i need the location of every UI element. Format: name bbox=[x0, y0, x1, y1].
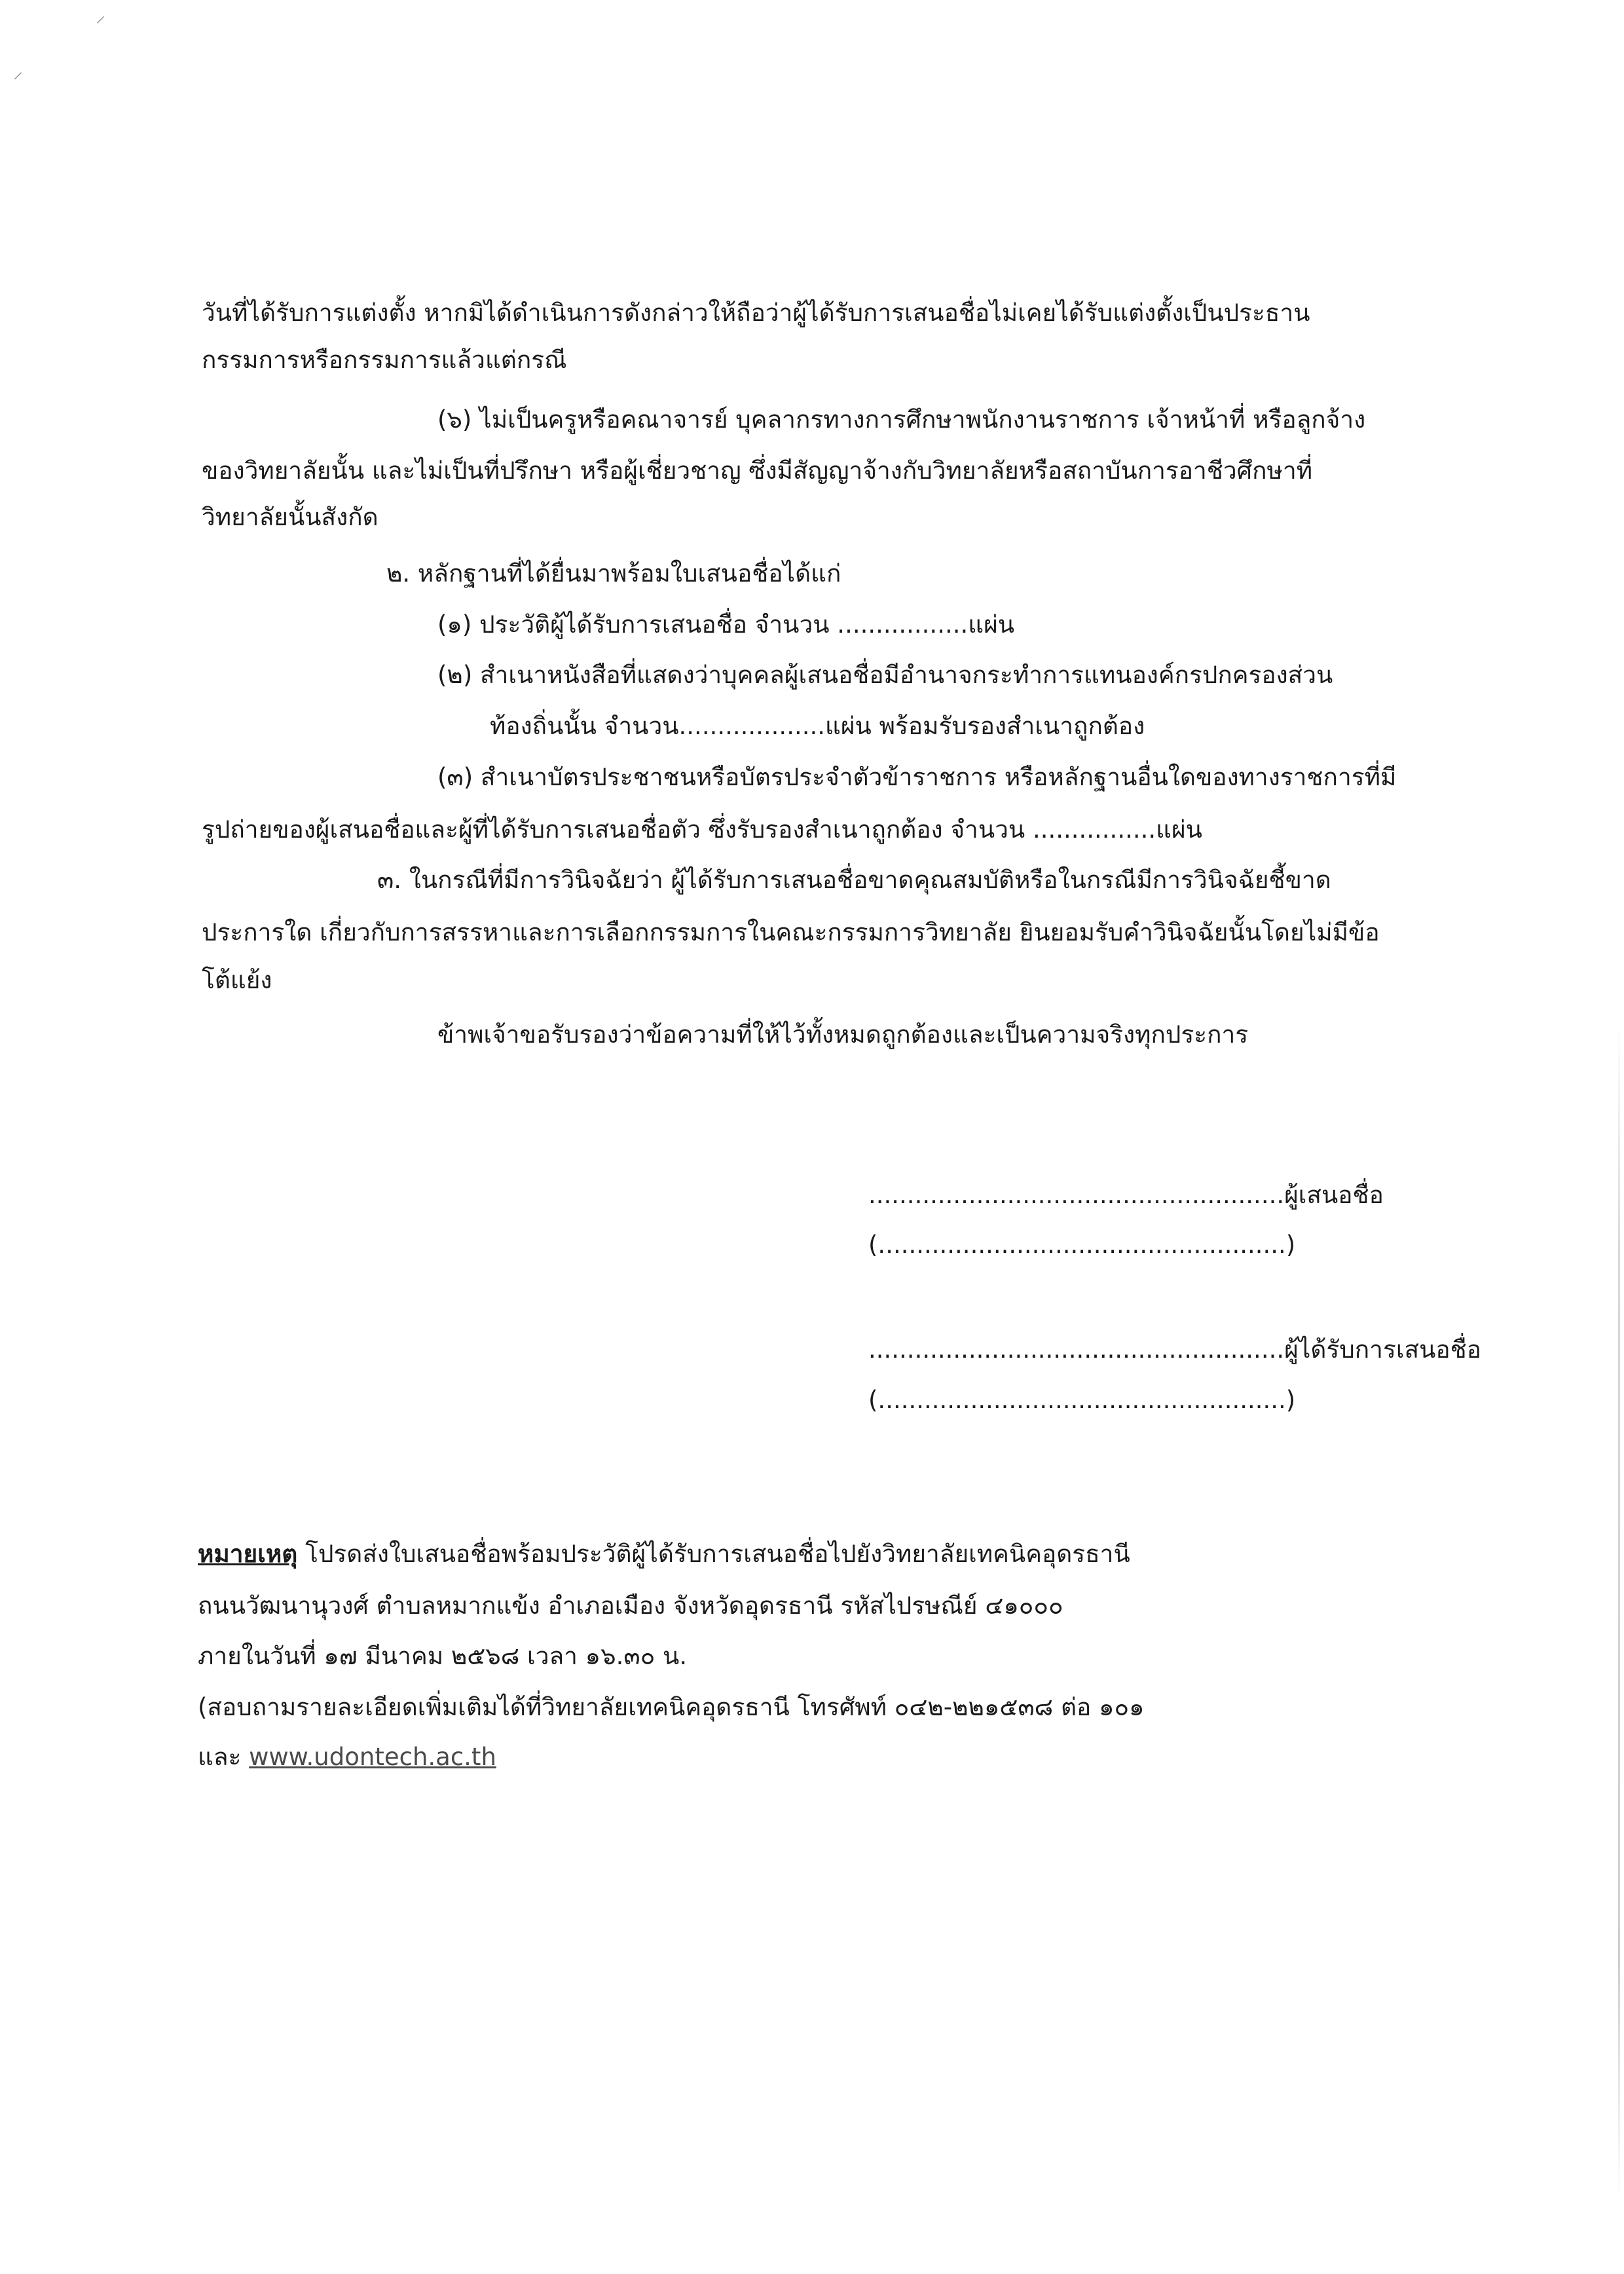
note-label: หมายเหตุ bbox=[198, 1540, 298, 1568]
body-line: (๖) ไม่เป็นครูหรือคณาจารย์ บุคลากรทางการศึกษาพนักงานราชการ เจ้าหน้าที่ หรือลูกจ้าง bbox=[437, 405, 1366, 434]
scan-edge-shadow bbox=[1618, 1022, 1620, 2201]
note-line-5 bbox=[198, 1743, 496, 1772]
note-text: โปรดส่งใบเสนอชื่อพร้อมประวัติผู้ได้รับการเสนอชื่อไปยังวิทยาลัยเทคนิคอุดรธานี bbox=[297, 1540, 1130, 1568]
body-line: (๑) ประวัติผู้ได้รับการเสนอชื่อ จำนวน .................แผ่น bbox=[437, 610, 1015, 639]
scan-mark-icon: ⸍ bbox=[96, 12, 105, 35]
note-line-3: ภายในวันที่ ๑๗ มีนาคม ๒๕๖๘ เวลา ๑๖.๓๐ น. bbox=[198, 1642, 688, 1670]
nominee-name-line: (.....................................................) bbox=[868, 1386, 1296, 1414]
body-line: ของวิทยาลัยนั้น และไม่เป็นที่ปรึกษา หรือผู้เชี่ยวชาญ ซึ่งมีสัญญาจ้างกับวิทยาลัยหรือสถาบันการอาชีวศึกษาที่ bbox=[202, 457, 1313, 485]
nominator-name-line: (.....................................................) bbox=[868, 1231, 1296, 1259]
nominee-signature-line: ......................................................ผู้ได้รับการเสนอชื่อ bbox=[868, 1335, 1481, 1364]
nominator-signature-line: ......................................................ผู้เสนอชื่อ bbox=[868, 1181, 1384, 1209]
scan-mark-icon: ⸝ bbox=[13, 60, 23, 83]
body-line: กรรมการหรือกรรมการแล้วแต่กรณี bbox=[202, 346, 567, 374]
note-prefix: และ bbox=[198, 1743, 249, 1771]
body-line: รูปถ่ายของผู้เสนอชื่อและผู้ที่ได้รับการเสนอชื่อตัว ซึ่งรับรองสำเนาถูกต้อง จำนวน ................แผ่น bbox=[202, 815, 1202, 844]
body-line: ๒. หลักฐานที่ได้ยื่นมาพร้อมใบเสนอชื่อได้แก่ bbox=[386, 559, 841, 587]
body-line: (๒) สำเนาหนังสือที่แสดงว่าบุคคลผู้เสนอชื่อมีอำนาจกระทำการแทนองค์กรปกครองส่วน bbox=[437, 661, 1333, 689]
body-line: วิทยาลัยนั้นสังกัด bbox=[202, 503, 378, 531]
note-line-1 bbox=[198, 1540, 1130, 1569]
note-line-4: (สอบถามรายละเอียดเพิ่มเติมได้ที่วิทยาลัยเทคนิคอุดรธานี โทรศัพท์ ๐๔๒-๒๒๑๕๓๘ ต่อ ๑๐๑ bbox=[198, 1693, 1145, 1721]
certification-line: ข้าพเจ้าขอรับรองว่าข้อความที่ให้ไว้ทั้งหมดถูกต้องและเป็นความจริงทุกประการ bbox=[437, 1020, 1249, 1049]
body-line: โต้แย้ง bbox=[202, 966, 272, 994]
body-line: วันที่ได้รับการแต่งตั้ง หากมิได้ดำเนินการดังกล่าวให้ถือว่าผู้ได้รับการเสนอชื่อไม่เคยได้รับแต่งตั้งเป็นประธาน bbox=[202, 299, 1310, 327]
body-line: (๓) สำเนาบัตรประชาชนหรือบัตรประจำตัวข้าราชการ หรือหลักฐานอื่นใดของทางราชการที่มี bbox=[437, 763, 1397, 791]
body-line: ท้องถิ่นนั้น จำนวน...................แผ่น พร้อมรับรองสำเนาถูกต้อง bbox=[490, 712, 1145, 740]
body-line: ประการใด เกี่ยวกับการสรรหาและการเลือกกรรมการในคณะกรรมการวิทยาลัย ยินยอมรับคำวินิจฉัยนั้นโดยไม่มีข้อ bbox=[202, 918, 1380, 946]
body-line: ๓. ในกรณีที่มีการวินิจฉัยว่า ผู้ได้รับการเสนอชื่อขาดคุณสมบัติหรือในกรณีมีการวินิจฉัยชี้ขาด bbox=[377, 866, 1331, 894]
website-link[interactable]: www.udontech.ac.th bbox=[249, 1743, 496, 1771]
note-line-2: ถนนวัฒนานุวงศ์ ตำบลหมากแข้ง อำเภอเมือง จังหวัดอุดรธานี รหัสไปรษณีย์ ๔๑๐๐๐ bbox=[198, 1592, 1063, 1620]
